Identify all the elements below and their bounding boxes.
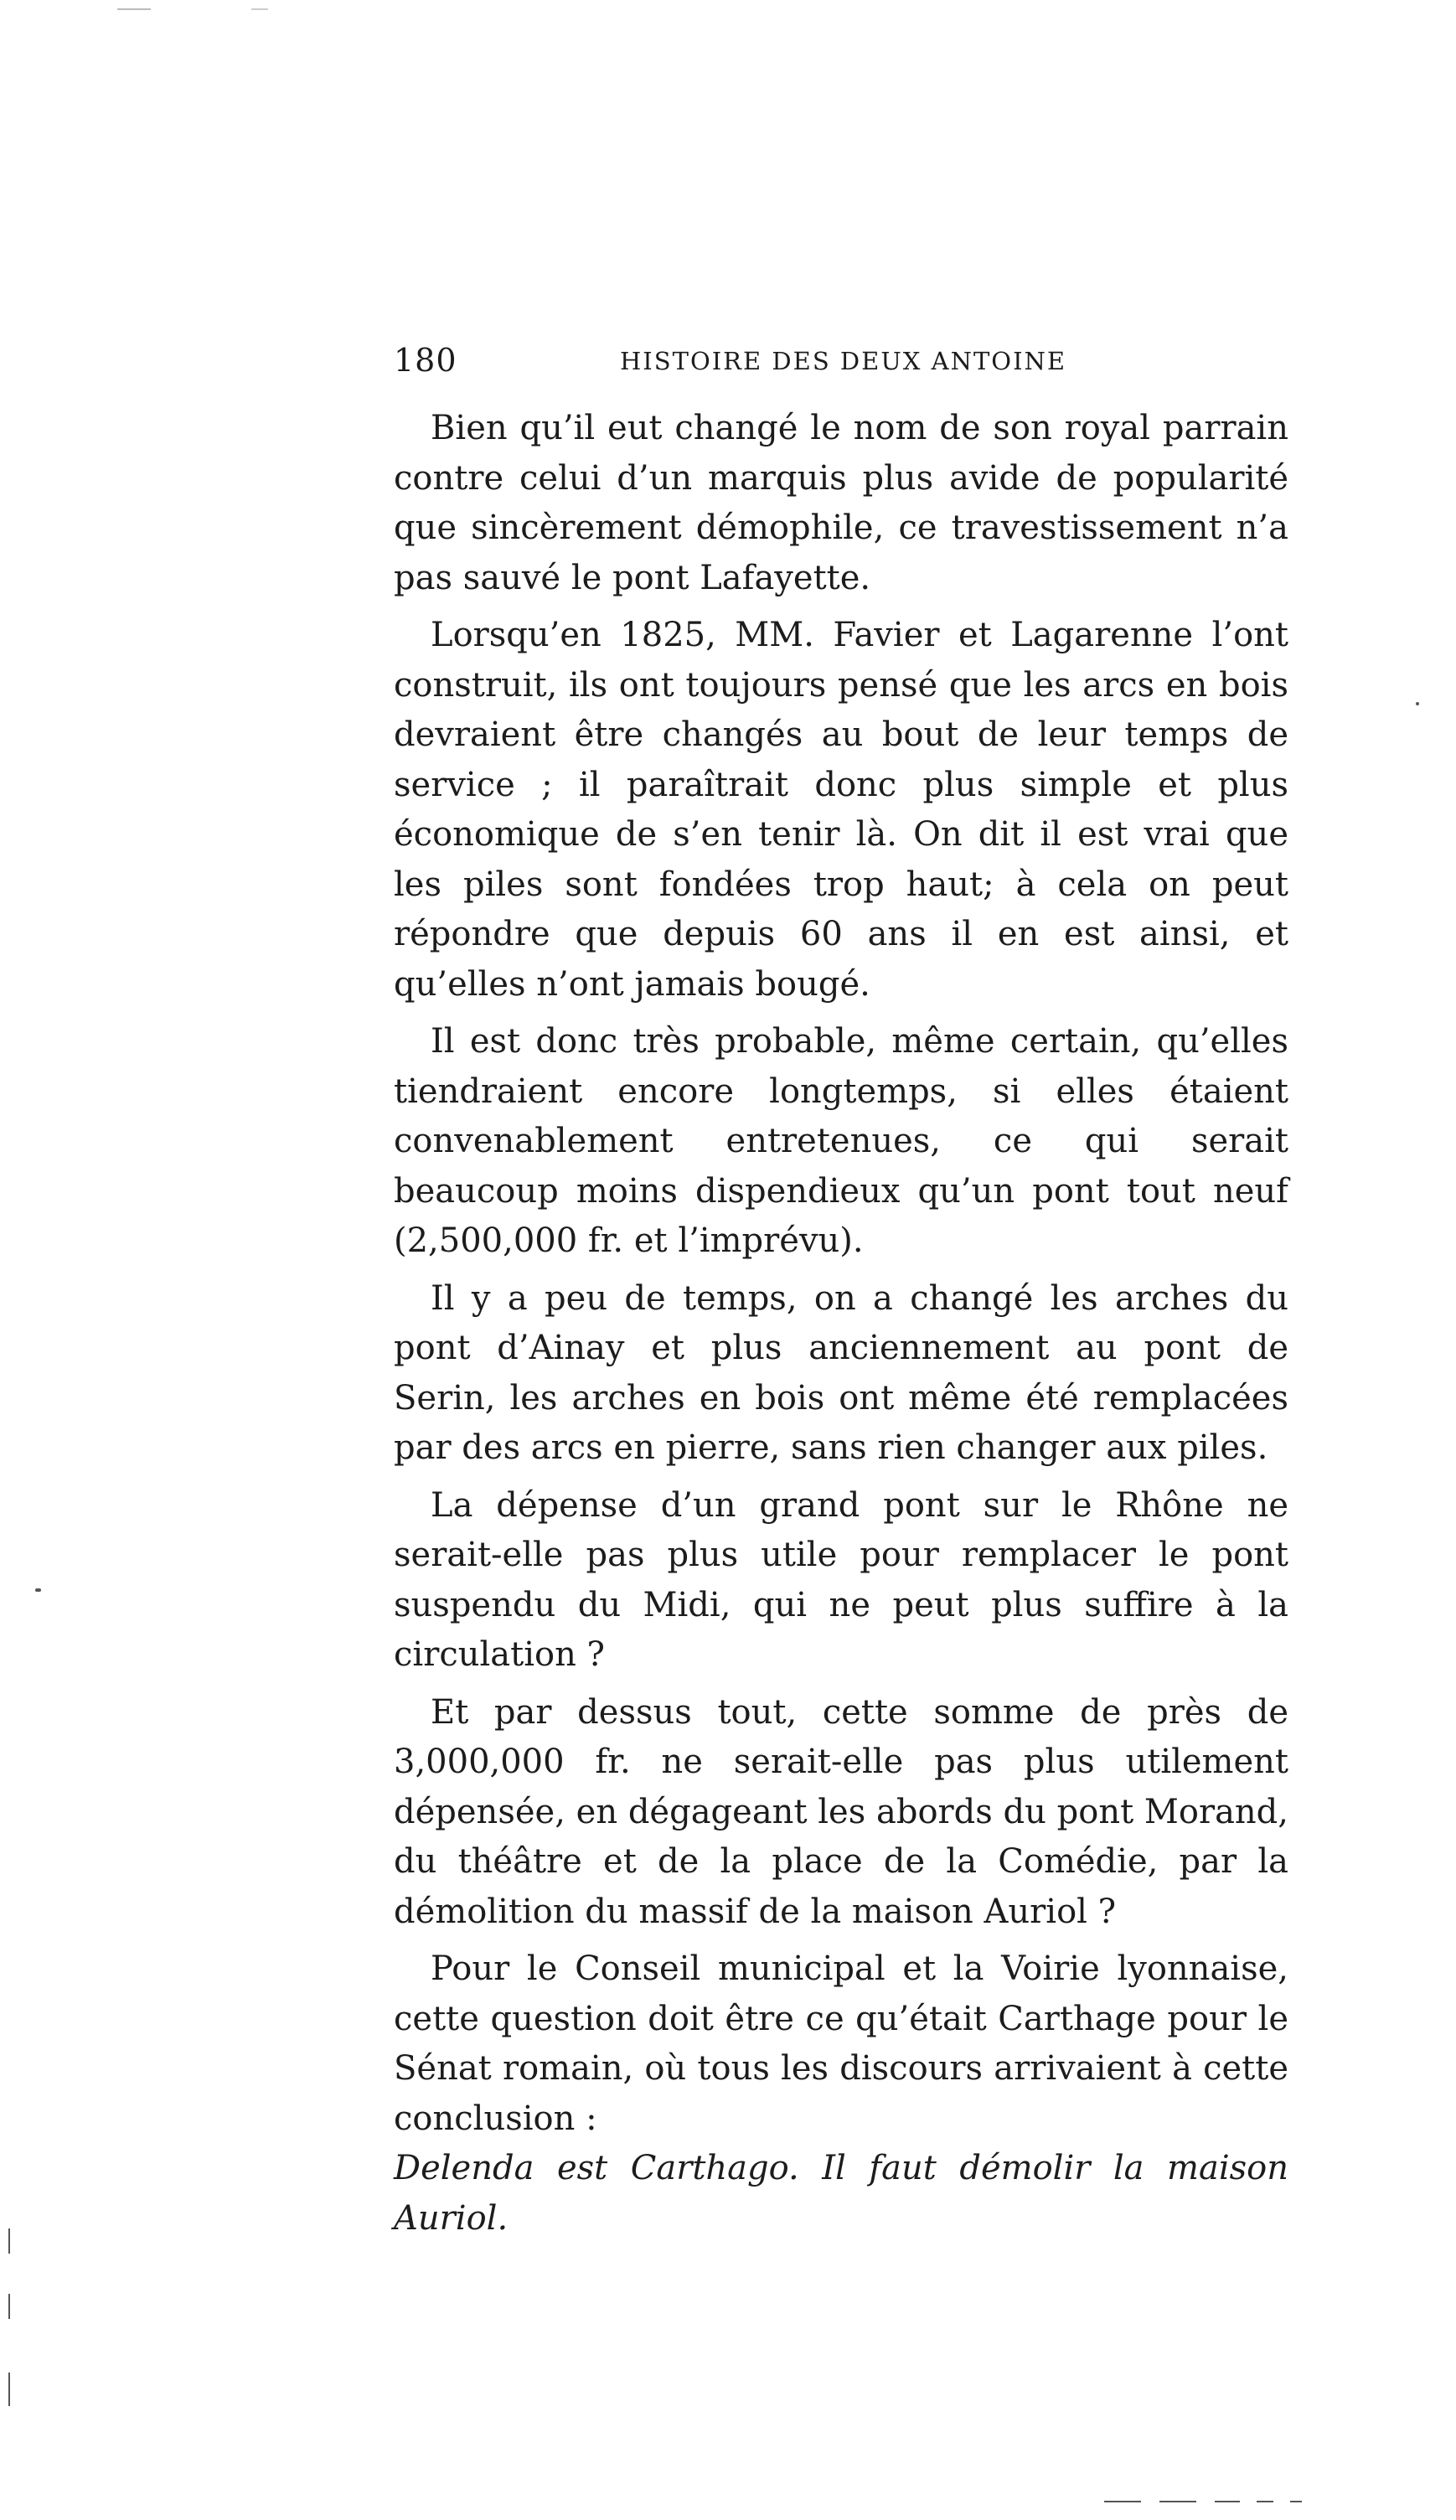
final-paragraph-text: Pour le Conseil municipal et la Voirie lyonnaise, cette question doit être ce qu’était Carthage pour le Sénat romain, où tous les discours arrivaient à cette conclusion : — [394, 1949, 1288, 2138]
paragraph: Il est donc très probable, même certain, qu’elles tiendraient encore longtemps, si elles étaient convenablement entretenues, ce qui serait beaucoup moins dispendieux qu’un pont tout neuf (2,500,000 fr. et l’imprévu). — [394, 1022, 1288, 1260]
body-text — [394, 404, 1288, 2244]
scan-edge-mark — [251, 8, 268, 10]
paragraph: Lorsqu’en 1825, MM. Favier et Lagarenne l’ont construit, ils ont toujours pensé que les arcs en bois devraient être changés au bout de leur temps de service ; il paraîtrait donc plus simple et plus économique de s’en tenir là. On dit il est vrai que les piles sont fondées trop haut; à cela on peut répondre que depuis 60 ans il en est ainsi, et qu’elles n’ont jamais bougé. — [394, 616, 1288, 1004]
final-paragraph — [394, 1944, 1288, 2244]
scan-edge-mark — [1257, 2501, 1273, 2502]
scan-edge-mark — [1215, 2501, 1240, 2502]
scan-edge-mark — [1159, 2501, 1196, 2502]
scan-speck — [35, 1588, 41, 1592]
italic-conclusion: Delenda est Carthago. Il faut démolir la maison Auriol. — [394, 2149, 1288, 2238]
paragraph: Il y a peu de temps, on a changé les arches du pont d’Ainay et plus anciennement au pont de Serin, les arches en bois ont même été remplacées par des arcs en pierre, sans rien changer aux piles. — [394, 1278, 1288, 1467]
scan-edge-mark — [117, 8, 151, 10]
page-number: 180 — [394, 342, 457, 379]
paragraph: Bien qu’il eut changé le nom de son royal parrain contre celui d’un marquis plus avide de popularité que sincèrement démophile, ce travestissement n’a pas sauvé le pont Lafayette. — [394, 409, 1288, 597]
scan-edge-mark — [1104, 2501, 1141, 2502]
paragraph: Et par dessus tout, cette somme de près de 3,000,000 fr. ne serait-elle pas plus utilement dépensée, en dégageant les abords du pont Morand, du théâtre et de la place de la Comédie, par la démolition du massif de la maison Auriol ? — [394, 1692, 1288, 1931]
scan-edge-mark — [8, 2228, 10, 2254]
scan-edge-mark — [8, 2294, 10, 2319]
paragraph: La dépense d’un grand pont sur le Rhône ne serait-elle pas plus utile pour remplacer le pont suspendu du Midi, qui ne peut plus suffire à la circulation ? — [394, 1485, 1288, 1674]
scan-speck — [1416, 702, 1419, 705]
scan-edge-mark — [1290, 2501, 1302, 2502]
page-header — [394, 342, 1240, 392]
scan-edge-mark — [8, 2373, 10, 2406]
running-title: HISTOIRE DES DEUX ANTOINE — [620, 347, 1067, 375]
